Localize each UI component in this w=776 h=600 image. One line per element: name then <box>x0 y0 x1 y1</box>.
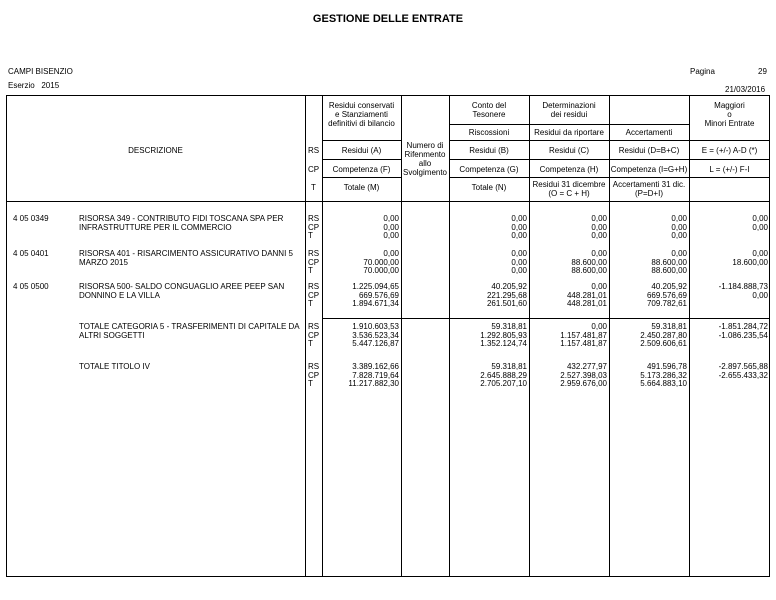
cell-col-e: 0,00 <box>752 214 768 223</box>
row-code: 4 05 0401 <box>13 249 49 258</box>
cell-col-e: -2.655.433,32 <box>718 370 768 380</box>
cell-col-c: 0,00 <box>591 249 607 258</box>
cell-col-d: 669.576,69 <box>646 290 687 300</box>
cell-col-e: -1.184.888,73 <box>718 282 768 291</box>
header-conto-tesoriere: Conto del Tesonere <box>471 101 507 119</box>
cell-col-a: 7.828.719,64 <box>352 370 399 380</box>
page-number: 29 <box>758 67 767 76</box>
entity-name: CAMPI BISENZIO <box>8 67 73 76</box>
cell-col-a: 0,00 <box>383 214 399 223</box>
cell-col-e: 0,00 <box>752 290 768 300</box>
cell-col-c: 2.959.676,00 <box>560 379 607 388</box>
cell-col-a: 5.447.126,87 <box>352 339 399 348</box>
header-e-formula: E = (+/-) A-D (*) <box>701 146 758 155</box>
header-residui-d: Residui (D=B+C) <box>618 146 680 155</box>
divider <box>322 140 401 141</box>
row-type: CP <box>308 330 320 340</box>
cell-col-d: 0,00 <box>671 231 687 240</box>
cell-col-d: 2.450.287,80 <box>640 330 687 340</box>
row-code: 4 05 0500 <box>13 282 49 291</box>
row-type: CP <box>308 370 320 380</box>
cell-col-d: 40.205,92 <box>651 282 687 291</box>
cell-col-b: 1.352.124,74 <box>480 339 527 348</box>
cell-col-d: 491.596,78 <box>646 362 687 371</box>
row-description: TOTALE TITOLO IV <box>79 362 150 371</box>
divider <box>449 140 770 141</box>
divider <box>322 318 770 319</box>
cell-col-d: 709.782,61 <box>646 299 687 308</box>
row-description: RISORSA 500- SALDO CONGUAGLIO AREE PEEP SAN DONNINO E LA VILLA <box>79 282 285 300</box>
cell-col-b: 59.318,81 <box>491 362 527 371</box>
cell-col-b: 0,00 <box>511 231 527 240</box>
cell-col-d: 0,00 <box>671 222 687 232</box>
row-description: RISORSA 349 - CONTRIBUTO FIDI TOSCANA SPA PER INFRASTRUTTURE PER IL COMMERCIO <box>79 214 284 232</box>
cell-col-c: 432.277,97 <box>566 362 607 371</box>
header-l-formula: L = (+/-) F-I <box>709 165 750 174</box>
row-description: TOTALE CATEGORIA 5 - TRASFERIMENTI DI CAPITALE DA ALTRI SOGGETTI <box>79 322 300 340</box>
row-type: CP <box>308 257 320 267</box>
cell-col-b: 2.645.888,29 <box>480 370 527 380</box>
header-cp: CP <box>307 165 320 174</box>
cell-col-e: -1.086.235,54 <box>718 330 768 340</box>
header-residui-a: Residui (A) <box>341 146 382 155</box>
row-type: CP <box>308 290 320 300</box>
header-totale-m: Totale (M) <box>343 183 380 192</box>
exercise-label: Eserzio <box>8 81 35 90</box>
cell-col-b: 261.501,60 <box>486 299 527 308</box>
cell-col-d: 5.664.883,10 <box>640 379 687 388</box>
header-riscossioni: Riscossioni <box>468 128 510 137</box>
header-accertamenti: Accertamenti <box>625 128 673 137</box>
cell-col-c: 0,00 <box>591 282 607 291</box>
exercise-year: 2015 <box>41 81 60 90</box>
cell-col-b: 0,00 <box>511 214 527 223</box>
header-descrizione: DESCRIZIONE <box>128 146 183 155</box>
divider <box>322 177 401 178</box>
cell-col-b: 0,00 <box>511 257 527 267</box>
row-type: RS <box>308 214 320 223</box>
cell-col-a: 3.536.523,34 <box>352 330 399 340</box>
cell-col-b: 221.295,68 <box>486 290 527 300</box>
row-type: RS <box>308 362 320 371</box>
cell-col-c: 0,00 <box>591 222 607 232</box>
header-rs: RS <box>307 146 320 155</box>
cell-col-c: 1.157.481,87 <box>560 330 607 340</box>
cell-col-a: 70.000,00 <box>363 257 399 267</box>
row-type: CP <box>308 222 320 232</box>
cell-col-b: 1.292.805,93 <box>480 330 527 340</box>
cell-col-c: 448.281,01 <box>566 290 607 300</box>
header-t: T <box>311 183 316 192</box>
divider <box>322 159 401 160</box>
cell-col-e: 0,00 <box>752 222 768 232</box>
cell-col-c: 448.281,01 <box>566 299 607 308</box>
cell-col-c: 88.600,00 <box>571 266 607 275</box>
row-type: T <box>308 379 313 388</box>
header-numero-riferimento: Numero di Rifenmento allo Svolgimento <box>402 141 448 177</box>
header-residui-b: Residui (B) <box>469 146 509 155</box>
cell-col-a: 70.000,00 <box>363 266 399 275</box>
cell-col-e: 0,00 <box>752 249 768 258</box>
cell-col-c: 2.527.398,03 <box>560 370 607 380</box>
cell-col-b: 0,00 <box>511 222 527 232</box>
cell-col-e: -1.851.284,72 <box>718 322 768 331</box>
row-type: RS <box>308 282 320 291</box>
exercise-info <box>8 81 59 90</box>
cell-col-a: 0,00 <box>383 231 399 240</box>
divider <box>6 201 770 202</box>
cell-col-d: 59.318,81 <box>651 322 687 331</box>
header-residui-da-riportare: Residui da riportare <box>534 128 604 137</box>
cell-col-d: 2.509.606,61 <box>640 339 687 348</box>
header-competenza-g: Competenza (G) <box>459 165 519 174</box>
page-label: Pagina <box>690 67 715 76</box>
row-type: T <box>308 266 313 275</box>
divider <box>449 159 770 160</box>
cell-col-b: 59.318,81 <box>491 322 527 331</box>
cell-col-b: 2.705.207,10 <box>480 379 527 388</box>
header-determinazioni: Determinazioni dei residui <box>542 101 596 119</box>
row-type: T <box>308 339 313 348</box>
row-type: RS <box>308 322 320 331</box>
cell-col-d: 88.600,00 <box>651 257 687 267</box>
header-competenza-i: Competenza (I=G+H) <box>610 165 688 174</box>
cell-col-a: 0,00 <box>383 222 399 232</box>
cell-col-d: 0,00 <box>671 249 687 258</box>
header-competenza-h: Competenza (H) <box>539 165 599 174</box>
cell-col-e: -2.897.565,88 <box>718 362 768 371</box>
page-title: GESTIONE DELLE ENTRATE <box>312 13 464 25</box>
header-residui-conservati: Residui conservati e Stanziamenti definitivi di bilancio <box>328 101 395 128</box>
cell-col-a: 1.894.671,34 <box>352 299 399 308</box>
header-maggiori: Maggiori o Minori Entrate <box>704 101 755 128</box>
cell-col-b: 0,00 <box>511 249 527 258</box>
cell-col-d: 5.173.286,32 <box>640 370 687 380</box>
cell-col-c: 0,00 <box>591 214 607 223</box>
divider <box>449 177 770 178</box>
cell-col-a: 669.576,69 <box>358 290 399 300</box>
cell-col-a: 3.389.162,66 <box>352 362 399 371</box>
header-totale-n: Totale (N) <box>471 183 507 192</box>
cell-col-d: 0,00 <box>671 214 687 223</box>
cell-col-e: 18.600,00 <box>732 257 768 267</box>
row-type: RS <box>308 249 320 258</box>
cell-col-a: 11.217.882,30 <box>348 379 399 388</box>
report-date: 21/03/2016 <box>725 85 766 94</box>
divider <box>449 124 689 125</box>
cell-col-b: 40.205,92 <box>491 282 527 291</box>
cell-col-a: 0,00 <box>383 249 399 258</box>
cell-col-c: 0,00 <box>591 322 607 331</box>
cell-col-a: 1.225.094,65 <box>352 282 399 291</box>
row-description: RISORSA 401 - RISARCIMENTO ASSICURATIVO DANNI 5 MARZO 2015 <box>79 249 293 267</box>
cell-col-d: 88.600,00 <box>651 266 687 275</box>
header-competenza-f: Competenza (F) <box>332 165 391 174</box>
header-residui-31: Residui 31 dicembre (O = C + H) <box>532 180 606 198</box>
cell-col-b: 0,00 <box>511 266 527 275</box>
cell-col-c: 1.157.481,87 <box>560 339 607 348</box>
cell-col-a: 1.910.603,53 <box>352 322 399 331</box>
header-residui-c: Residui (C) <box>548 146 589 155</box>
cell-col-c: 88.600,00 <box>571 257 607 267</box>
cell-col-c: 0,00 <box>591 231 607 240</box>
row-type: T <box>308 231 313 240</box>
row-type: T <box>308 299 313 308</box>
row-code: 4 05 0349 <box>13 214 49 223</box>
header-accertamenti-31: Accertamenti 31 dic. (P=D+I) <box>612 180 686 198</box>
